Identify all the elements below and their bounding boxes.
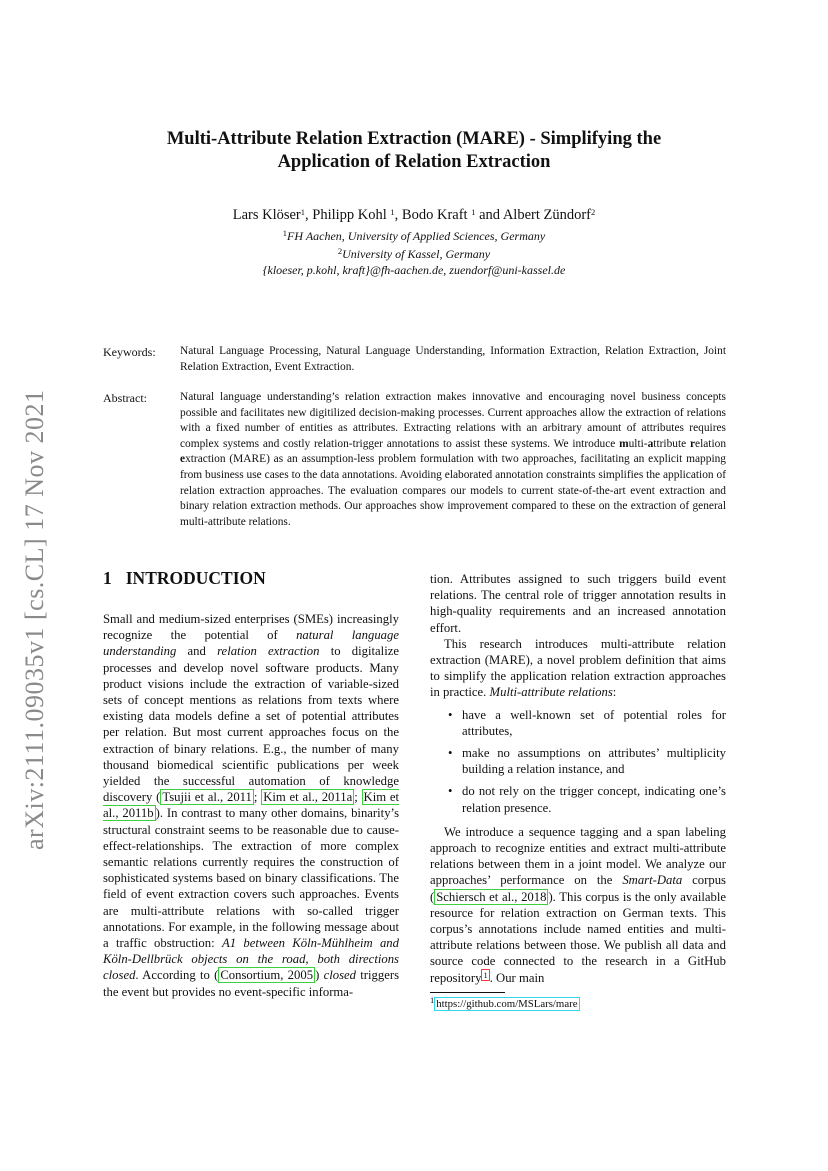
section-heading: 1 INTRODUCTION xyxy=(103,568,266,588)
intro-paragraph-2: This research introduces multi-attribute relation extraction (MARE), a novel problem definition that aims to simplify the application relation extraction approaches in practice. Multi-attribute relations: xyxy=(430,636,726,700)
intro-paragraph-continued: tion. Attributes assigned to such triggers build event relations. The central role of trigger annotation results in high-quality requirements and an increased annotation effort. xyxy=(430,572,726,635)
left-column xyxy=(103,567,399,1000)
author-4: Albert Zündorf xyxy=(502,207,592,223)
affiliation-2: $^2$University of Kassel, Germany xyxy=(337,246,491,261)
keywords-text: Natural Language Processing, Natural Language Understanding, Information Extraction, Relation Extraction, Joint Relation Extraction, Event Extraction. xyxy=(180,345,726,373)
citation-link[interactable]: Tsujii et al., 2011 xyxy=(162,790,252,805)
list-item: • make no assumptions on attributes’ multiplicity building a relation instance, and xyxy=(448,745,726,777)
title-line-1: Multi-Attribute Relation Extraction (MARE) - Simplifying the xyxy=(166,129,662,149)
affiliation-1: $^1$FH Aachen, University of Applied Sciences, Germany xyxy=(282,228,546,243)
intro-paragraph-3: We introduce a sequence tagging and a span labeling approach to recognize entities and extract multi-attribute relations between them in a joint model. We analyze our approaches’ performance on the Smart-Data corpus ( Schiersch et al., 2018 ). This corpus is the only available resource for relation extraction on German texts. This corpus’s annotations include named entities and multi-attribute relations between those. We publish all data and source code connected to the research in a GitHub repository $^1$ . Our main xyxy=(430,824,727,985)
abstract-label: Abstract: xyxy=(103,391,147,405)
repository-link[interactable]: https://github.com/MSLars/mare xyxy=(436,997,578,1010)
keywords-label: Keywords: xyxy=(103,345,156,359)
author-3: Bodo Kraft xyxy=(401,207,468,223)
footnote-divider xyxy=(430,992,505,993)
author-emails: {kloeser, p.kohl, kraft}@fh-aachen.de, zuendorf@uni-kassel.de xyxy=(262,263,566,277)
intro-paragraph-1: Small and medium-sized enterprises (SMEs) increasingly recognize the potential of natural language understanding and relation extraction to digitalize processes and develop novel software products. Many product visions include the extraction of variable-sized sets of concept mentions as relations from texts where existing data models define a set of potential attributes per relation. But most current approaches focus on the extraction of binary relations. E.g., the number of many thousand biomedical scientific publications per week yielded the successful automation of knowledge discovery ( Tsujii et al., 2011 ; Kim et al., 2011a ; Kim et al., 2011b ). In contrast to many other domains, binarity’s structural constraint seems to be reasonable due to cause-effect-relationships. The extraction of more complex semantic relations currently requires the construction of sophisticated systems based on binary classifications. The field of event extraction covers such approaches. Events are multi-attribute relations with so-called trigger annotations. For example, in the following message about a traffic obstruction: A1 between Köln-Mühlheim and Köln-Dellbrück objects on the road, both directions closed. According to ( Consortium, 2005 ) closed triggers the event but provides no event-specific informa- xyxy=(103,612,400,999)
list-item: • do not rely on the trigger concept, indicating one’s relation presence. xyxy=(448,783,726,815)
paper-title xyxy=(120,128,708,174)
citation-link[interactable]: Kim et al., 2011a xyxy=(263,790,353,805)
author-2: Philipp Kohl xyxy=(312,207,387,223)
abstract-text: Natural language understanding’s relation extraction makes innovative and encouraging novel business concepts possible and facilitates new digitilized decision-making processes. Current approaches allow the extraction of relations with a fixed number of entities as attributes. Extracting relations with an arbitrary amount of attributes requires complex systems and costly relation-trigger annotations to assist these systems. We introduce multi-attribute relation extraction (MARE) as an assumption-less problem formulation with two approaches, facilitating an explicit mapping from business use cases to the data annotations. Avoiding elaborated annotation constraints simplifies the application of relation extraction approaches. The evaluation compares our models to current state-of-the-art event extraction and binary relation extraction methods. Our approaches show improvement compared to these on the extraction of general multi-attribute relations. xyxy=(180,391,727,528)
footnote: $^1$ https://github.com/MSLars/mare xyxy=(430,994,578,1010)
arxiv-identifier: arXiv:2111.09035v1 [cs.CL] 17 Nov 2021 xyxy=(20,389,49,850)
author-1: Lars Klöser xyxy=(232,207,301,223)
list-item: • have a well-known set of potential roles for attributes, xyxy=(448,707,726,739)
citation-link[interactable]: Schiersch et al., 2018 xyxy=(436,889,547,904)
citation-link[interactable]: Consortium, 2005 xyxy=(220,968,314,983)
property-list xyxy=(430,707,726,816)
citation-link[interactable]: Kim et al., 2011b xyxy=(103,790,400,821)
footnote-reference[interactable]: 1 xyxy=(483,969,488,980)
title-line-2: Application of Relation Extraction xyxy=(277,152,551,172)
author-list: Lars Klöser$^1$, Philipp Kohl $^1$, Bodo Kraft $^1$ and Albert Zündorf$^2$ xyxy=(232,207,596,223)
right-column xyxy=(430,571,726,1011)
